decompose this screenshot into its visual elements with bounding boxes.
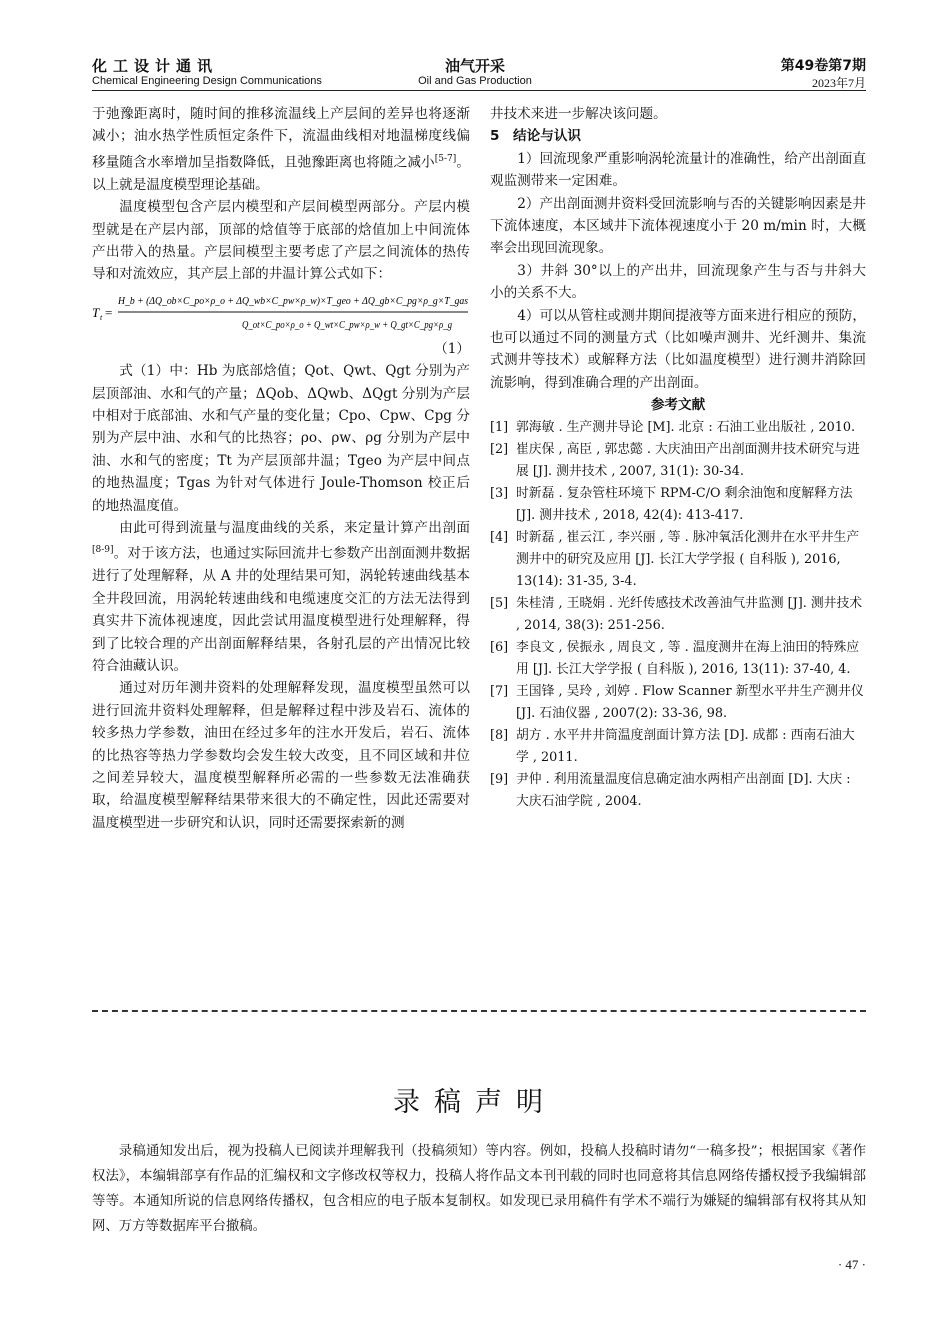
paragraph: 温度模型包含产层内模型和产层间模型两部分。产层内模型就是在产层内部，顶部的焓值等于底部的焓值加上中间流体产出带入的热量。产层间模型主要考虑了产层之间流体的热传导和对流效应，其产层上部的井温计算公式如下： (92, 199, 470, 283)
paragraph: 井技术来进一步解决该问题。 (490, 106, 667, 122)
journal-title-cn: 化工设计通讯 (92, 57, 219, 75)
statement-title: 录稿声明 (393, 1087, 557, 1118)
section-title-en: Oil and Gas Production (418, 75, 532, 87)
reference-item (490, 439, 866, 483)
reference-item (490, 637, 866, 681)
reference-item (490, 527, 866, 593)
reference-item (490, 417, 866, 439)
paragraph: 式（1）中：Hb 为底部焓值；Qot、Qwt、Qgt 分别为产层顶部油、水和气的产量；ΔQob、ΔQwb、ΔQgt 分别为产层中相对于底部油、水和气产量的变化量；Cpo、Cpw、Cpg 分别为产层中油、水和气的比热容；ρo、ρw、ρg 分别为产层中油、水和气的密度；Tt 为产层顶部井温；Tgeo 为产层中间点的地热温度；Tgas 为针对气体进行 Joule-Thomson 校正后的地热温度值。 (92, 363, 470, 514)
volume-issue: 第49卷第7期 (780, 58, 866, 74)
conclusion-item: 1）回流现象严重影响涡轮流量计的准确性，给产出剖面直观监测带来一定困难。 (490, 150, 866, 190)
reference-number: [7] (490, 683, 509, 699)
svg-text:=: = (105, 304, 113, 320)
equation-number: （1） (434, 340, 470, 357)
reference-text: 李良文 , 侯振永 , 周良文 , 等 . 温度测井在海上油田的特殊应用 [J]. 长江大学学报 ( 自科版 ), 2016, 13(11): 37-40, 4. (516, 639, 860, 677)
reference-number: [4] (490, 529, 509, 545)
paragraph-text: 由此可得到流量与温度曲线的关系，来定量计算产出剖面 (119, 520, 470, 537)
reference-text: 崔庆保 , 高臣 , 郭忠懿 . 大庆油田产出剖面测井技术研究与进展 [J]. 测井技术 , 2007, 31(1): 30-34. (516, 441, 860, 479)
page-number: · 47 · (837, 1257, 866, 1272)
reference-item (490, 593, 866, 637)
section-title-cn: 油气开采 (444, 57, 505, 75)
reference-item (490, 681, 866, 725)
header-rule (92, 90, 866, 91)
reference-number: [2] (490, 441, 509, 457)
references-heading: 参考文献 (650, 397, 706, 414)
citation: [5-7] (434, 153, 457, 164)
svg-text:t: t (100, 312, 103, 322)
issue-date: 2023年7月 (811, 76, 866, 90)
reference-text: 郭海敏 . 生产测井导论 [M]. 北京 : 石油工业出版社 , 2010. (516, 419, 856, 435)
citation: [8-9] (92, 545, 114, 556)
reference-number: [6] (490, 639, 509, 655)
paragraph-text: 。对于该方法，也通过实际回流井七参数产出剖面测井数据进行了处理解释，从 A 井的处理结果可知，涡轮转速曲线基本全井段回流，用涡轮转速曲线和电缆速度交汇的方法无法得到真实井下流体视速度，因此尝试用温度模型进行处理解释，得到了比较合理的产出剖面解释结果，各射孔层的产出情况比较符合油藏认识。 (92, 545, 470, 674)
reference-list (490, 417, 866, 813)
statement-body: 录稿通知发出后，视为投稿人已阅读并理解我刊（投稿须知）等内容。例如，投稿人投稿时请勿“一稿多投”；根据国家《著作权法》，本编辑部享有作品的汇编权和文字修改权等权力，投稿人将作品文本刊刊载的同时也同意将其信息网络传播权授予我编辑部等等。本通知所说的信息网络传播权，包含相应的电子版本复制权。如发现已录用稿件有学术不端行为嫌疑的编辑部有权将其从知网、万方等数据库平台撤稿。 (92, 1144, 866, 1234)
left-column (92, 103, 470, 834)
paragraph (92, 103, 470, 196)
reference-text: 尹仲 . 利用流量温度信息确定油水两相产出剖面 [D]. 大庆 : 大庆石油学院 , 2004. (516, 771, 851, 809)
conclusion-item: 2）产出剖面测井资料受回流影响与否的关键影响因素是井下流体速度，本区域井下流体视速度小于 20 m/min 时，大概率会出现回流现象。 (490, 195, 866, 257)
equation-graphic (92, 290, 470, 336)
reference-number: [5] (490, 595, 509, 611)
svg-text:Q_ot×C_po×ρ_o + Q_wt×C_pw×ρ_w: Q_ot×C_po×ρ_o + Q_wt×C_pw×ρ_w + Q_gt×C_pg×ρ_g (242, 319, 452, 331)
reference-item (490, 769, 866, 813)
reference-text: 胡方 . 水平井井筒温度剖面计算方法 [D]. 成都 : 西南石油大学 , 2011. (516, 727, 855, 765)
svg-text:T: T (92, 304, 100, 320)
section-heading: 5 结论与认识 (490, 128, 582, 145)
journal-title-en: Chemical Engineering Design Communications (92, 75, 322, 87)
paragraph-text: 于弛豫距离时，随时间的推移流温线上产层间的差异也将逐渐减小；油水热学性质恒定条件下，流温曲线相对地温梯度线偏移量随含水率增加呈指数降低，且弛豫距离也将随之减小 (92, 106, 470, 171)
reference-text: 时新磊 . 复杂管柱环境下 RPM-C/O 剩余油饱和度解释方法 [J]. 测井技术 , 2018, 42(4): 413-417. (516, 485, 853, 523)
section-divider (92, 1010, 866, 1012)
reference-number: [3] (490, 485, 509, 501)
right-column (490, 103, 866, 813)
reference-text: 朱桂清 , 王晓娟 . 光纤传感技术改善油气井监测 [J]. 测井技术 , 2014, 38(3): 251-256. (516, 595, 863, 633)
reference-item (490, 725, 866, 769)
reference-item (490, 483, 866, 527)
conclusion-item: 4）可以从管柱或测井期间提液等方面来进行相应的预防，也可以通过不同的测量方式（比如噪声测井、光纤测井、集流式测井等技术）或解释方法（比如温度模型）进行测井消除回流影响，得到准确合理的产出剖面。 (490, 307, 866, 391)
reference-number: [8] (490, 727, 509, 743)
svg-text:H_b + (ΔQ_ob×C_po×ρ_o + ΔQ_wb×: H_b + (ΔQ_ob×C_po×ρ_o + ΔQ_wb×C_pw×ρ_w)×T_geo + ΔQ_gb×C_pg×ρ_g×T_gas (117, 295, 468, 307)
paragraph-text: 。以上就是温度模型理论基础。 (92, 154, 471, 193)
paragraph (92, 517, 470, 677)
reference-number: [9] (490, 771, 509, 787)
equation-1 (92, 290, 470, 336)
reference-text: 王国锋 , 吴玲 , 刘婷 . Flow Scanner 新型水平井生产测井仪 [J]. 石油仪器 , 2007(2): 33-36, 98. (516, 683, 864, 721)
reference-text: 时新磊 , 崔云江 , 李兴丽 , 等 . 脉冲氧活化测井在水平井生产测井中的研究及应用 [J]. 长江大学学报 ( 自科版 ), 2016, 13(14): 31-35, 3-4. (516, 529, 860, 589)
conclusion-item: 3）井斜 30°以上的产出井，回流现象产生与否与井斜大小的关系不大。 (490, 262, 867, 302)
paragraph: 通过对历年测井资料的处理解释发现，温度模型虽然可以进行回流井资料处理解释，但是解释过程中涉及岩石、流体的较多热力学参数，油田在经过多年的注水开发后，岩石、流体的比热容等热力学参数均会发生较大改变，且不同区域和井位之间差异较大，温度模型解释所必需的一些参数无法准确获取，给温度模型解释结果带来很大的不确定性，因此还需要对温度模型进一步研究和认识，同时还需要探索新的测 (92, 680, 470, 831)
reference-number: [1] (490, 419, 509, 435)
